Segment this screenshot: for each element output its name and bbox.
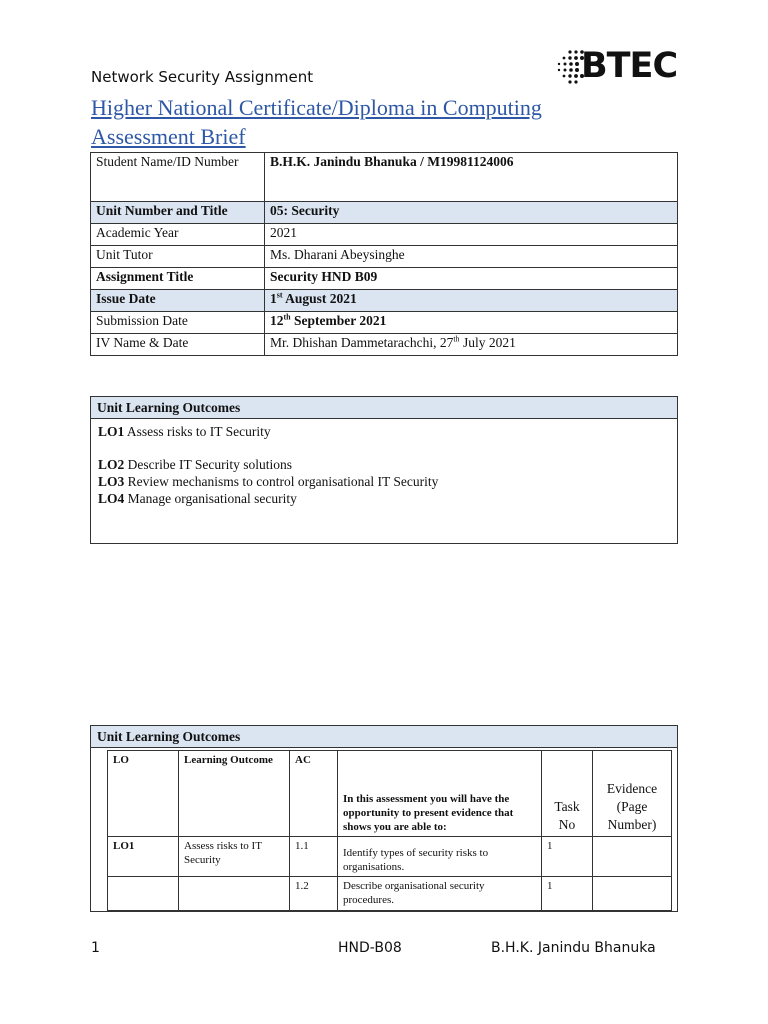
info-row-tutor [91,246,678,268]
tutor-label: Unit Tutor [91,246,265,268]
student-label: Student Name/ID Number [91,153,265,202]
outcomes-table-box [90,725,678,912]
tutor-value: Ms. Dharani Abeysinghe [265,246,678,268]
table-row [108,837,672,877]
col-learning-header: Learning Outcome [179,751,290,837]
issue-day: 1 [270,291,277,306]
iv-value [265,334,678,356]
lo-code: LO1 [98,424,125,439]
logo-text: BTEC [581,46,678,86]
row-desc: Identify types of security risks to organisations. [338,837,542,877]
lo-text: Manage organisational security [124,491,297,506]
footer-author: B.H.K. Janindu Bhanuka [491,940,656,956]
header-title: Network Security Assignment [91,68,314,86]
row-ac: 1.2 [290,877,338,911]
iv-value-post: July 2021 [459,335,516,350]
assignment-info-table [90,152,678,356]
submission-value [265,312,678,334]
row-task: 1 [542,877,593,911]
info-row-iv [91,334,678,356]
learning-outcomes-box [90,396,678,544]
lo-text: Assess risks to IT Security [124,424,271,439]
year-value: 2021 [265,224,678,246]
col-evidence-header: Evidence (Page Number) [593,751,672,837]
submission-label: Submission Date [91,312,265,334]
student-value: B.H.K. Janindu Bhanuka / M19981124006 [265,153,678,202]
col-desc-header: In this assessment you will have the opportunity to present evidence that shows you are able to: [338,751,542,837]
info-row-submission [91,312,678,334]
info-row-year [91,224,678,246]
row-task: 1 [542,837,593,877]
iv-label: IV Name & Date [91,334,265,356]
learning-outcomes-list [91,419,677,511]
issue-label: Issue Date [91,290,265,312]
submission-rest: September 2021 [290,313,387,328]
issue-sup: st [276,290,283,300]
outcomes-table-heading: Unit Learning Outcomes [91,726,677,748]
row-outcome [179,877,290,911]
footer-page-number: 1 [91,940,100,956]
lo-item [98,456,670,473]
lo-code: LO4 [98,491,125,506]
col-task-header: Task No [542,751,593,837]
lo-item [98,473,670,490]
row-outcome: Assess risks to IT Security [179,837,290,877]
footer-code: HND-B08 [338,940,402,956]
issue-rest: August 2021 [282,291,357,306]
row-lo: LO1 [108,837,179,877]
lo-item [98,423,670,440]
row-desc: Describe organisational security procedures. [338,877,542,911]
unit-value: 05: Security [265,202,678,224]
assignment-value: Security HND B09 [265,268,678,290]
info-row-unit [91,202,678,224]
col-lo-header: LO [108,751,179,837]
table-row [108,877,672,911]
row-ac: 1.1 [290,837,338,877]
info-row-student [91,153,678,202]
info-row-issue [91,290,678,312]
learning-outcomes-heading: Unit Learning Outcomes [91,397,677,419]
submission-sup: th [283,312,291,322]
document-title-line2: Assessment Brief [91,124,246,149]
lo-text: Describe IT Security solutions [124,457,292,472]
row-evidence [593,877,672,911]
year-label: Academic Year [91,224,265,246]
lo-code: LO2 [98,457,125,472]
lo-item [98,490,670,507]
info-row-assignment [91,268,678,290]
col-ac-header: AC [290,751,338,837]
iv-value-pre: Mr. Dhishan Dammetarachchi, 27 [270,335,454,350]
lo-code: LO3 [98,474,125,489]
row-evidence [593,837,672,877]
row-lo [108,877,179,911]
outcomes-header-row [108,751,672,837]
issue-value [265,290,678,312]
submission-day: 12 [270,313,284,328]
unit-label: Unit Number and Title [91,202,265,224]
assignment-label: Assignment Title [91,268,265,290]
btec-logo [556,44,680,88]
logo-dots-icon [556,48,584,84]
lo-text: Review mechanisms to control organisational IT Security [124,474,439,489]
document-title-line1: Higher National Certificate/Diploma in Computing [91,95,542,120]
iv-sup: th [453,334,460,344]
outcomes-table [107,750,672,911]
